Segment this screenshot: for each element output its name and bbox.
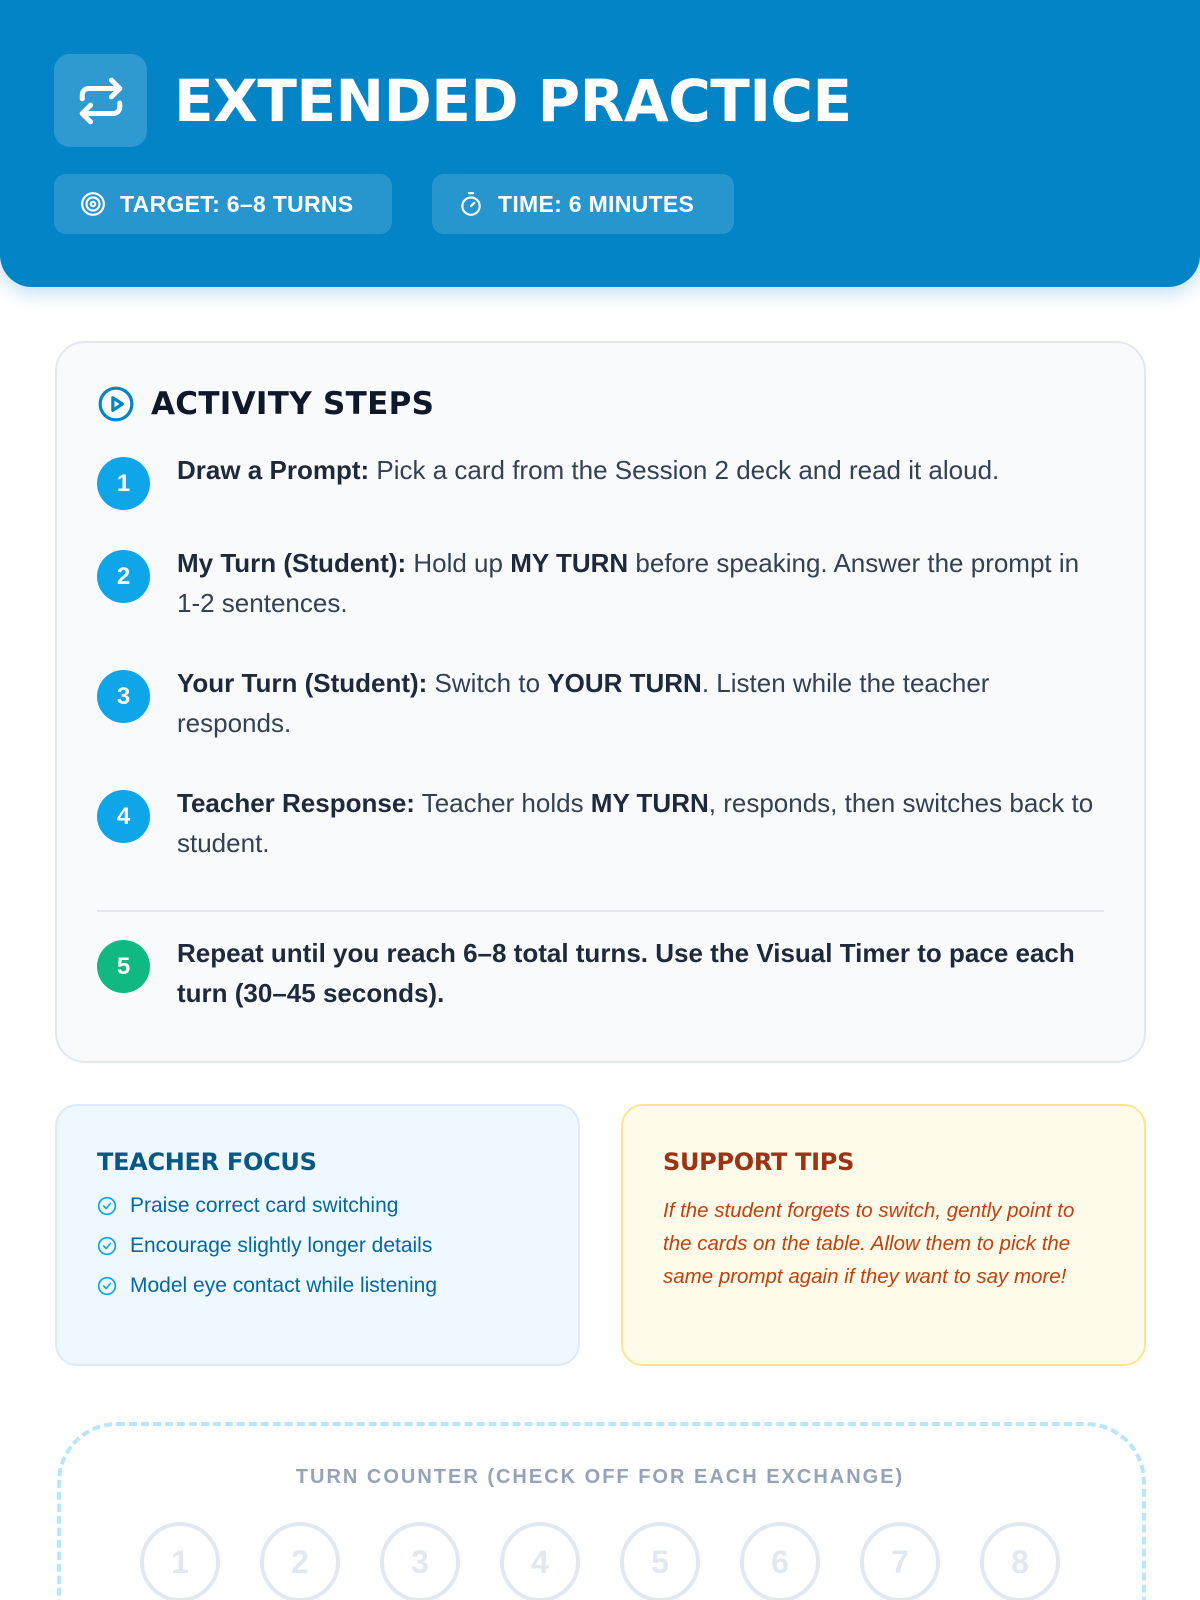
page-title: EXTENDED PRACTICE	[174, 67, 852, 135]
activity-steps-title: ACTIVITY STEPS	[151, 386, 435, 422]
step-item	[97, 670, 1107, 743]
header-banner	[0, 0, 1200, 287]
check-circle-icon	[97, 1196, 117, 1216]
focus-item: Model eye contact while listening	[97, 1274, 437, 1298]
step-item	[97, 457, 1107, 510]
activity-steps-heading	[97, 385, 434, 423]
step-text: Teacher Response: Teacher holds MY TURN, responds, then switches back to student.	[177, 788, 1094, 858]
support-tips-text: If the student forgets to switch, gently point to the cards on the table. Allow them to pick the same prompt again if they want to say more!	[663, 1199, 1075, 1288]
turn-checkbox[interactable]: 1	[140, 1522, 220, 1600]
teacher-focus-title: TEACHER FOCUS	[97, 1148, 317, 1176]
stopwatch-icon	[458, 191, 484, 217]
step-item	[97, 790, 1107, 863]
check-circle-icon	[97, 1276, 117, 1296]
turn-checkbox[interactable]: 4	[500, 1522, 580, 1600]
turn-checkbox[interactable]: 3	[380, 1522, 460, 1600]
support-tips-title: SUPPORT TIPS	[663, 1148, 855, 1176]
steps-divider	[97, 910, 1104, 912]
turn-checkbox[interactable]: 6	[740, 1522, 820, 1600]
play-circle-icon	[97, 385, 135, 423]
target-icon	[80, 191, 106, 217]
target-badge	[54, 174, 392, 234]
turn-counter-title: TURN COUNTER (CHECK OFF FOR EACH EXCHANGE)	[295, 1466, 905, 1488]
time-badge	[432, 174, 734, 234]
repeat-icon	[54, 54, 147, 147]
focus-item: Encourage slightly longer details	[97, 1234, 432, 1258]
check-circle-icon	[97, 1236, 117, 1256]
turn-checkbox[interactable]: 7	[860, 1522, 940, 1600]
step-number: 2	[97, 550, 150, 603]
step-number: 5	[97, 940, 150, 993]
time-label: TIME: 6 MINUTES	[498, 190, 695, 217]
target-label: TARGET: 6–8 TURNS	[120, 190, 354, 217]
step-text: My Turn (Student): Hold up MY TURN before speaking. Answer the prompt in 1-2 sentences.	[177, 548, 1080, 618]
turn-checkbox[interactable]: 2	[260, 1522, 340, 1600]
step-text: Repeat until you reach 6–8 total turns. Use the Visual Timer to pace each turn (30–45 seconds).	[177, 938, 1075, 1008]
step-item-repeat	[97, 940, 1107, 1013]
turn-checkbox[interactable]: 5	[620, 1522, 700, 1600]
step-number: 3	[97, 670, 150, 723]
step-number: 1	[97, 457, 150, 510]
focus-item: Praise correct card switching	[97, 1194, 398, 1218]
step-text: Your Turn (Student): Switch to YOUR TURN. Listen while the teacher responds.	[177, 668, 990, 738]
turn-counter-row	[140, 1522, 1100, 1600]
step-number: 4	[97, 790, 150, 843]
step-text: Draw a Prompt: Pick a card from the Session 2 deck and read it aloud.	[177, 455, 1000, 485]
turn-checkbox[interactable]: 8	[980, 1522, 1060, 1600]
step-item	[97, 550, 1107, 623]
